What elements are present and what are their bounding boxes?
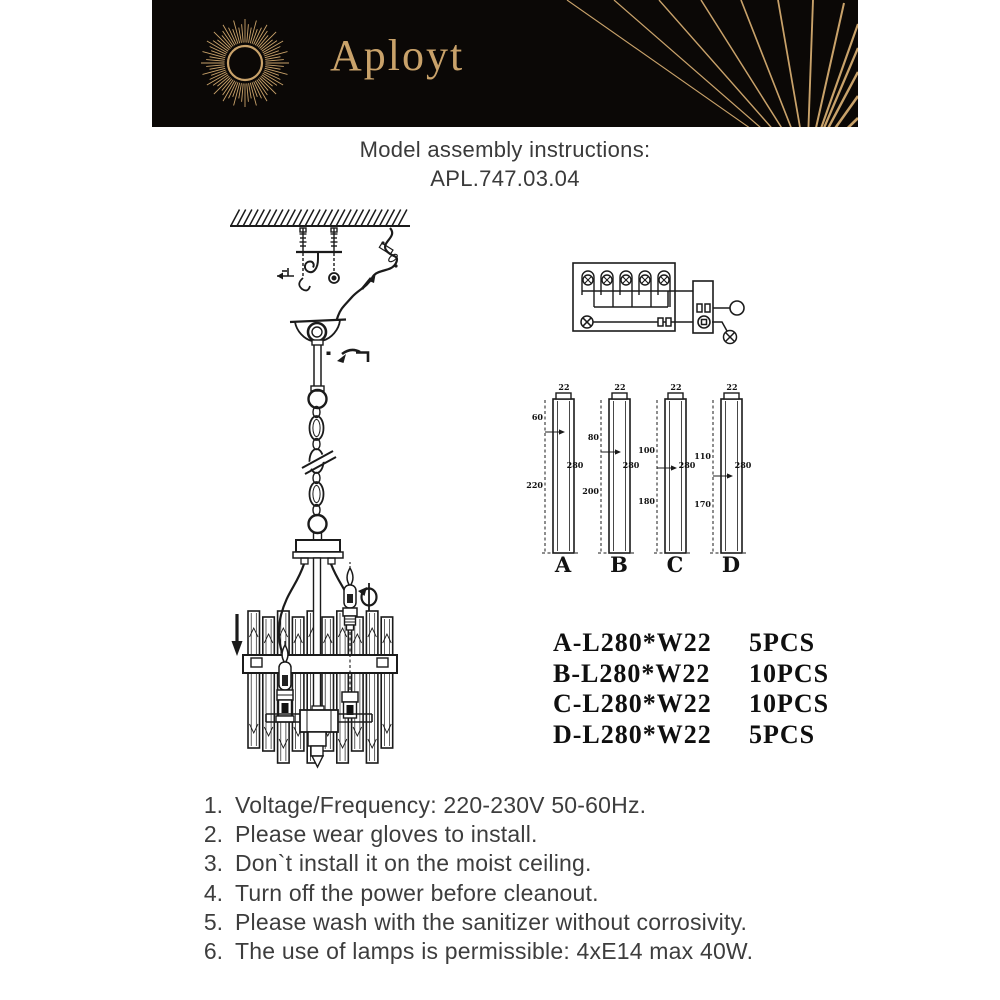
brand-logotype: Aployt [330, 31, 465, 80]
instruction-text: Turn off the power before cleanout. [235, 879, 599, 906]
instruction-item [196, 820, 753, 849]
wiring-lamps [582, 271, 670, 307]
down-arrow-icon [232, 614, 243, 656]
instruction-number: 1. [203, 792, 223, 818]
parts-list [553, 628, 829, 750]
canopy-ring [308, 323, 326, 341]
bar-b-upper: 80 [587, 432, 599, 442]
bar-d-width: 22 [726, 382, 738, 392]
instruction-text: Voltage/Frequency: 220-230V 50-60Hz. [235, 792, 647, 818]
bar-d-label: D [721, 552, 741, 577]
model-number: APL.747.03.04 [430, 166, 580, 191]
bar-d-upper: 110 [694, 451, 711, 461]
part-code: D-L280*W22 [553, 719, 712, 749]
instruction-number: 5. [203, 908, 223, 935]
bar-b-label: B [610, 552, 628, 577]
bar-a-upper: 60 [531, 412, 543, 422]
part-qty: 5PCS [749, 719, 816, 749]
bar-a-length: 280 [566, 460, 584, 470]
bar-c-label: C [666, 552, 684, 577]
mounting-screw-right [329, 228, 339, 283]
bar-b-lower: 200 [582, 486, 599, 496]
page-title: Model assembly instructions: [359, 137, 651, 162]
part-qty: 5PCS [749, 628, 816, 657]
instruction-item [196, 791, 753, 820]
chain-break-icon [302, 451, 333, 468]
parts-list-row [553, 659, 829, 690]
instruction-number: 4. [203, 879, 223, 906]
bar-a-lower: 220 [526, 480, 543, 490]
anchor-icon [277, 268, 294, 280]
bar-b-width: 22 [614, 382, 626, 392]
parts-list-row [553, 628, 829, 659]
instructions-list [196, 791, 753, 966]
part-qty: 10PCS [749, 689, 830, 718]
wiring-diagram [573, 263, 744, 344]
mounting-screw-left [299, 228, 310, 290]
bar-a-width: 22 [558, 382, 570, 392]
crystal-bar-drawings [542, 393, 746, 553]
rotate-bulb-icon [358, 583, 377, 611]
instruction-number: 2. [203, 821, 223, 848]
part-code: B-L280*W22 [553, 658, 711, 688]
part-code: C-L280*W22 [553, 689, 712, 718]
cord-arrow-icon [362, 278, 371, 289]
chain [300, 390, 336, 540]
ceiling-hatch [231, 210, 407, 226]
bar-d-lower: 170 [694, 499, 711, 509]
parts-list-row [553, 720, 829, 751]
instruction-item [196, 908, 753, 937]
instruction-item [196, 849, 753, 878]
instruction-number: 3. [203, 850, 223, 877]
rotate-tool-icon [337, 350, 368, 363]
j-hook-icon [305, 252, 318, 272]
instruction-text: Please wear gloves to install. [235, 821, 538, 848]
instruction-item [196, 879, 753, 908]
parts-list-row [553, 689, 829, 720]
power-cord [336, 228, 399, 322]
bar-c-width: 22 [670, 382, 682, 392]
part-qty: 10PCS [749, 658, 830, 688]
canopy [290, 320, 346, 392]
terminal-circle [730, 301, 744, 315]
bar-b-length: 280 [622, 460, 640, 470]
instruction-item [196, 937, 753, 966]
bar-d-length: 280 [734, 460, 752, 470]
bar-a-label: A [554, 552, 572, 577]
drum-band [243, 655, 397, 673]
part-code: A-L280*W22 [553, 628, 712, 657]
bar-c-upper: 100 [638, 445, 655, 455]
bar-c-lower: 180 [638, 496, 655, 506]
center-rod [314, 558, 321, 712]
instruction-text: Please wash with the sanitizer without corrosivity. [235, 908, 748, 935]
instruction-text: The use of lamps is permissible: 4xE14 max 40W. [235, 937, 754, 964]
bar-c-length: 280 [678, 460, 696, 470]
instruction-number: 6. [203, 937, 223, 964]
instruction-text: Don`t install it on the moist ceiling. [235, 850, 592, 877]
